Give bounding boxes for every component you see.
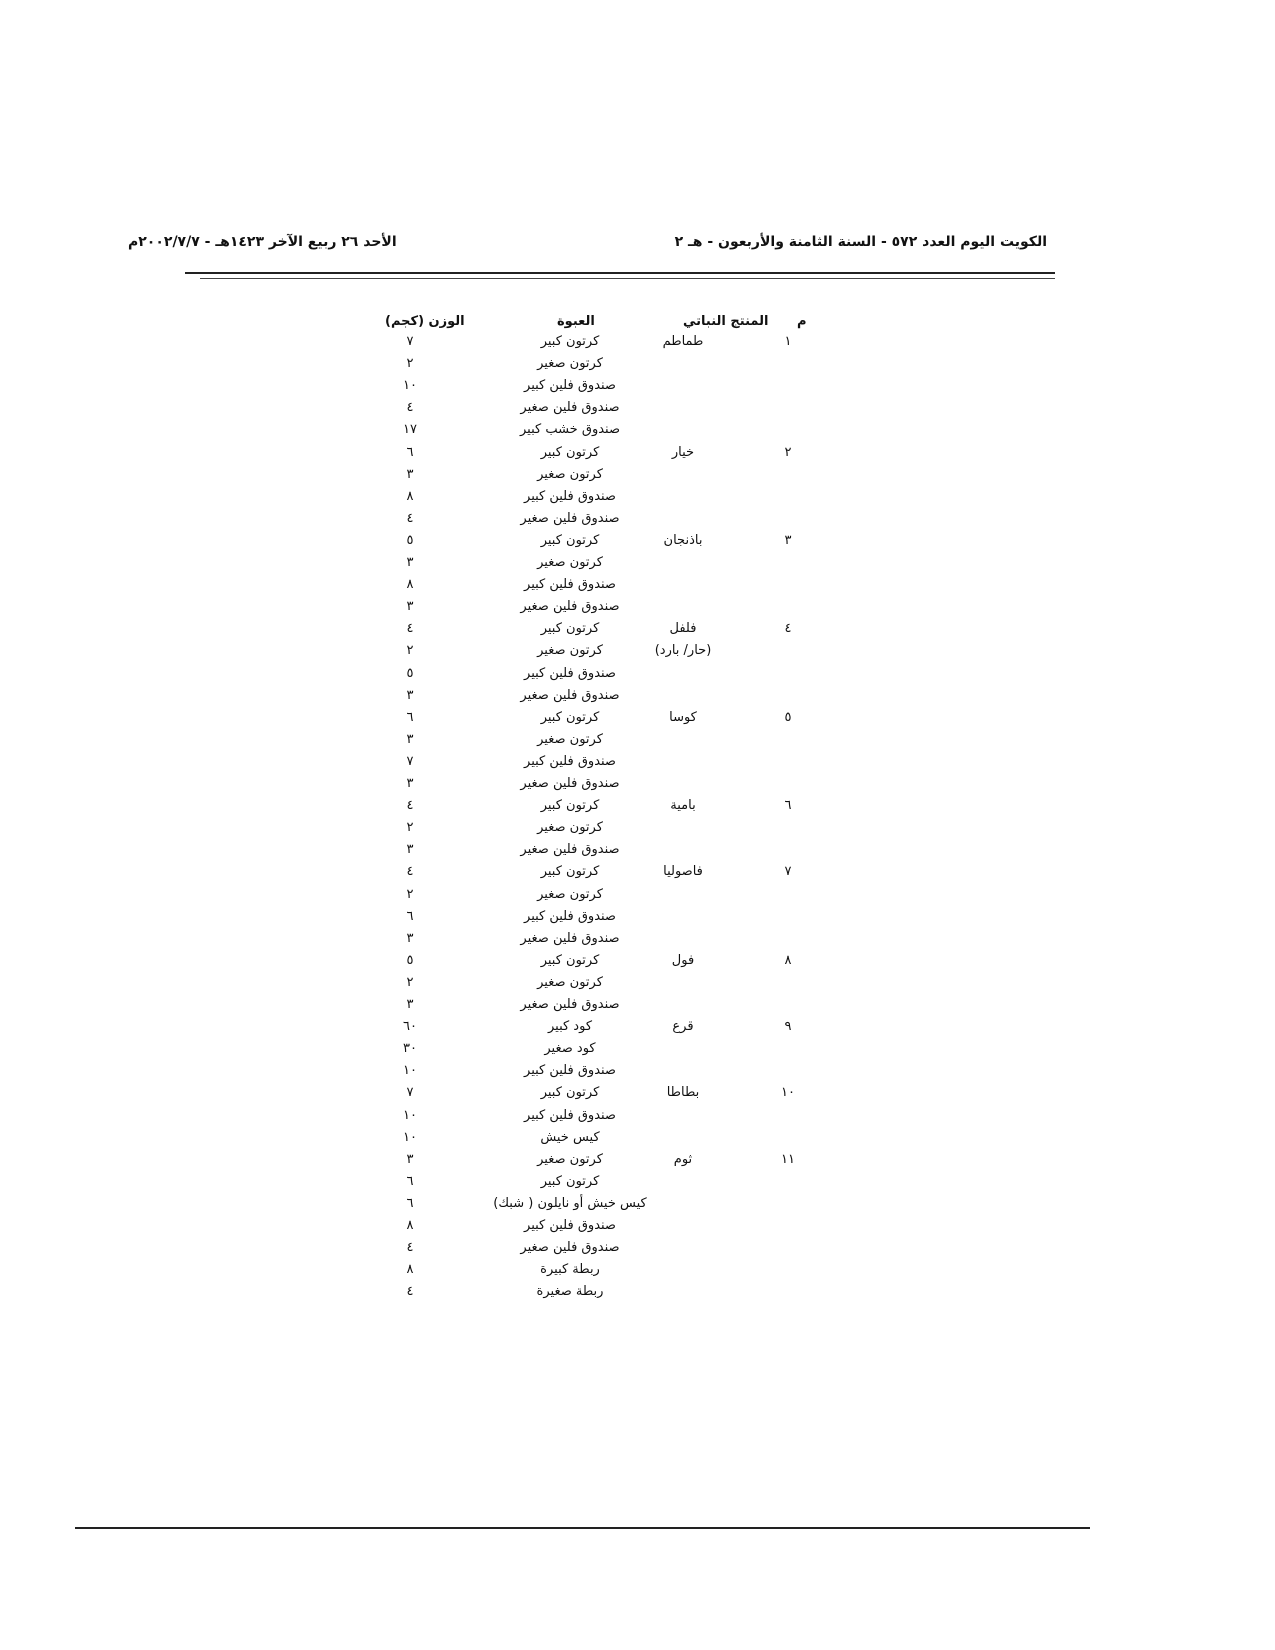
row-package: كرتون كبير xyxy=(540,864,600,880)
table-row xyxy=(380,931,820,954)
table-row xyxy=(380,864,820,887)
row-number: ٥ xyxy=(784,709,792,725)
row-weight: ١٧ xyxy=(403,422,417,438)
row-package: كرتون صغير xyxy=(537,1151,603,1167)
row-weight: ٣ xyxy=(406,731,414,747)
row-weight: ٣ xyxy=(406,776,414,791)
table-row xyxy=(380,643,820,666)
row-weight: ٢ xyxy=(406,886,414,902)
table-row xyxy=(380,533,820,556)
row-weight: ٥ xyxy=(406,532,414,548)
table-row xyxy=(380,489,820,512)
column-header-number: م xyxy=(797,314,807,329)
row-product: (حار/ بارد) xyxy=(654,643,712,659)
row-package: كيس خيش xyxy=(540,1129,600,1145)
row-package: كرتون صغير xyxy=(537,466,603,482)
table-row xyxy=(380,1041,820,1064)
table-row xyxy=(380,1262,820,1285)
row-package: صندوق فلين صغير xyxy=(520,842,620,858)
header-rule-thin xyxy=(200,278,1055,279)
row-product: بامية xyxy=(670,798,696,814)
table-row xyxy=(380,1108,820,1131)
row-package: صندوق فلين صغير xyxy=(520,687,620,703)
row-weight: ٤ xyxy=(406,1284,414,1300)
table-row xyxy=(380,754,820,777)
table-row xyxy=(380,577,820,600)
row-package: كرتون كبير xyxy=(540,709,600,725)
row-package: كرتون كبير xyxy=(540,334,600,349)
table-row xyxy=(380,334,820,357)
table-row xyxy=(380,1284,820,1307)
column-header-weight: الوزن (كجم) xyxy=(385,314,465,329)
row-weight: ٢ xyxy=(406,974,414,990)
table-row xyxy=(380,1218,820,1241)
table-row xyxy=(380,378,820,401)
row-number: ٩ xyxy=(784,1019,792,1035)
row-package: كرتون كبير xyxy=(540,1085,600,1101)
table-row xyxy=(380,953,820,976)
row-weight: ٤ xyxy=(406,621,414,637)
table-row xyxy=(380,1085,820,1108)
row-package: صندوق فلين كبير xyxy=(524,908,616,924)
table-row xyxy=(380,621,820,644)
row-number: ١ xyxy=(784,334,792,349)
row-package: كرتون صغير xyxy=(537,555,603,570)
row-weight: ٧ xyxy=(406,1085,414,1101)
table-row xyxy=(380,599,820,622)
row-package: كرتون كبير xyxy=(540,621,600,637)
row-package: صندوق فلين صغير xyxy=(520,997,620,1012)
row-weight: ٤ xyxy=(406,798,414,814)
row-package: صندوق خشب كبير xyxy=(519,422,621,438)
row-package: كود صغير xyxy=(544,1041,596,1057)
table-row xyxy=(380,1019,820,1042)
table-row xyxy=(380,467,820,490)
row-package: صندوق فلين كبير xyxy=(524,753,616,769)
row-package: ربطة كبيرة xyxy=(540,1262,600,1278)
row-package: ربطة صغيرة xyxy=(536,1284,604,1300)
row-weight: ٨ xyxy=(406,1262,414,1278)
row-weight: ٤ xyxy=(406,864,414,880)
row-package: صندوق فلين كبير xyxy=(524,577,616,593)
row-weight: ٤ xyxy=(406,1240,414,1256)
row-package: صندوق فلين صغير xyxy=(520,510,620,526)
row-package: صندوق فلين صغير xyxy=(520,930,620,946)
row-package: كود كبير xyxy=(547,1019,593,1035)
row-package: كرتون صغير xyxy=(537,731,603,747)
row-package: صندوق فلين كبير xyxy=(524,1107,616,1123)
row-product: باذنجان xyxy=(663,532,703,548)
row-product: خيار xyxy=(671,444,695,460)
row-weight: ٧ xyxy=(406,334,414,349)
row-product: طماطم xyxy=(662,334,704,349)
row-number: ٣ xyxy=(784,532,792,548)
table-row xyxy=(380,400,820,423)
table-row xyxy=(380,666,820,689)
row-product: فاصوليا xyxy=(663,864,703,880)
row-number: ٤ xyxy=(784,621,792,637)
row-weight: ٣ xyxy=(406,1151,414,1167)
table-row xyxy=(380,688,820,711)
row-number: ١٠ xyxy=(781,1085,795,1101)
row-package: كرتون كبير xyxy=(540,532,600,548)
row-package: كرتون كبير xyxy=(540,952,600,968)
table-row xyxy=(380,798,820,821)
column-header-package: العبوة xyxy=(557,314,595,329)
table-row xyxy=(380,820,820,843)
row-weight: ٣ xyxy=(406,466,414,482)
row-weight: ٢ xyxy=(406,820,414,836)
row-weight: ٨ xyxy=(406,488,414,504)
row-package: صندوق فلين كبير xyxy=(524,1218,616,1233)
row-weight: ٨ xyxy=(406,577,414,593)
row-package: كيس خيش أو نايلون ( شبك) xyxy=(493,1195,647,1211)
row-number: ٨ xyxy=(784,952,792,968)
row-weight: ٣ xyxy=(406,687,414,703)
row-package: كرتون صغير xyxy=(537,974,603,990)
row-weight: ١٠ xyxy=(403,1107,417,1123)
table-row xyxy=(380,356,820,379)
row-weight: ٣ xyxy=(406,930,414,946)
row-weight: ٦ xyxy=(406,908,414,924)
table-row xyxy=(380,511,820,534)
row-number: ٧ xyxy=(784,864,792,880)
row-number: ٦ xyxy=(784,798,792,814)
column-header-product: المنتج النباتي xyxy=(683,314,769,329)
row-number: ١١ xyxy=(781,1151,795,1167)
row-weight: ٢ xyxy=(406,643,414,659)
table-row xyxy=(380,555,820,578)
row-package: صندوق فلين صغير xyxy=(520,400,620,416)
row-package: كرتون كبير xyxy=(540,1173,600,1189)
row-weight: ٦ xyxy=(406,1173,414,1189)
table-row xyxy=(380,909,820,932)
row-package: صندوق فلين كبير xyxy=(524,665,616,681)
row-package: كرتون صغير xyxy=(537,643,603,659)
table-row xyxy=(380,776,820,799)
row-weight: ٦ xyxy=(406,1195,414,1211)
table-row xyxy=(380,1174,820,1197)
table-row xyxy=(380,445,820,468)
header-rule xyxy=(185,272,1055,274)
table-row xyxy=(380,710,820,733)
row-weight: ٥ xyxy=(406,665,414,681)
table-row xyxy=(380,732,820,755)
row-product: فول xyxy=(671,952,695,968)
page-header-date: الأحد ٢٦ ربيع الآخر ١٤٢٣هـ - ٢٠٠٢/٧/٧م xyxy=(128,234,397,250)
row-package: صندوق فلين صغير xyxy=(520,1240,620,1256)
row-product: بطاطا xyxy=(666,1085,700,1101)
row-weight: ٤ xyxy=(406,400,414,416)
row-weight: ٨ xyxy=(406,1218,414,1233)
row-product: كوسا xyxy=(669,709,697,725)
table-row xyxy=(380,1240,820,1263)
row-package: كرتون صغير xyxy=(537,886,603,902)
row-weight: ٣ xyxy=(406,842,414,858)
row-weight: ٦ xyxy=(406,444,414,460)
row-weight: ٤ xyxy=(406,510,414,526)
page-header-issue: الكويت اليوم العدد ٥٧٢ - السنة الثامنة والأربعون - هـ ٢ xyxy=(674,234,1047,250)
row-weight: ١٠ xyxy=(403,378,417,394)
row-weight: ٣ xyxy=(406,599,414,615)
table-row xyxy=(380,997,820,1020)
row-package: كرتون كبير xyxy=(540,444,600,460)
row-weight: ٥ xyxy=(406,952,414,968)
row-weight: ٢ xyxy=(406,356,414,372)
footer-rule xyxy=(75,1527,1090,1529)
row-weight: ١٠ xyxy=(403,1129,417,1145)
table-row xyxy=(380,1196,820,1219)
table-row xyxy=(380,887,820,910)
row-product: ثوم xyxy=(673,1151,693,1167)
row-weight: ١٠ xyxy=(403,1063,417,1079)
row-product: قرع xyxy=(672,1019,694,1035)
row-product: فلفل xyxy=(669,621,697,637)
row-package: كرتون صغير xyxy=(537,356,603,372)
row-weight: ٣٠ xyxy=(403,1041,417,1057)
table-row xyxy=(380,1130,820,1153)
row-package: كرتون كبير xyxy=(540,798,600,814)
row-weight: ٦٠ xyxy=(403,1019,417,1035)
table-row xyxy=(380,1063,820,1086)
table-row xyxy=(380,842,820,865)
row-package: صندوق فلين صغير xyxy=(520,776,620,791)
row-weight: ٣ xyxy=(406,997,414,1012)
table-row xyxy=(380,1152,820,1175)
row-weight: ٧ xyxy=(406,753,414,769)
row-weight: ٣ xyxy=(406,555,414,570)
table-row xyxy=(380,422,820,445)
row-package: صندوق فلين كبير xyxy=(524,1063,616,1079)
row-package: صندوق فلين كبير xyxy=(524,378,616,394)
row-number: ٢ xyxy=(784,444,792,460)
row-package: كرتون صغير xyxy=(537,820,603,836)
row-package: صندوق فلين كبير xyxy=(524,488,616,504)
row-weight: ٦ xyxy=(406,709,414,725)
table-row xyxy=(380,975,820,998)
row-package: صندوق فلين صغير xyxy=(520,599,620,615)
